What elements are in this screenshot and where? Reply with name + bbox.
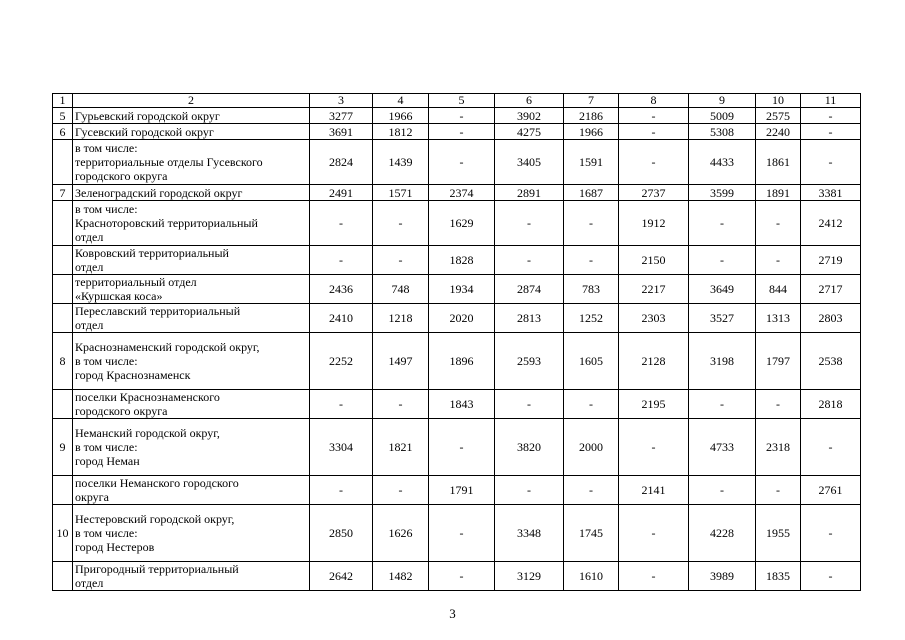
row-number: 7 xyxy=(53,185,73,201)
value-cell: - xyxy=(689,390,756,419)
value-cell: 1912 xyxy=(619,201,689,246)
value-cell: - xyxy=(373,390,429,419)
value-cell: 1791 xyxy=(429,476,495,505)
header-cell: 1 xyxy=(53,94,73,108)
row-number: 5 xyxy=(53,108,73,124)
value-cell: 2000 xyxy=(564,419,619,476)
value-cell: 2252 xyxy=(310,333,373,390)
value-cell: - xyxy=(801,140,861,185)
row-number xyxy=(53,201,73,246)
row-name: в том числе: территориальные отделы Гусевского городского округа xyxy=(73,140,310,185)
value-cell: 3277 xyxy=(310,108,373,124)
value-cell: - xyxy=(801,108,861,124)
value-cell: 1610 xyxy=(564,562,619,591)
header-cell: 5 xyxy=(429,94,495,108)
header-cell: 9 xyxy=(689,94,756,108)
table-row xyxy=(53,333,861,390)
value-cell: 2150 xyxy=(619,246,689,275)
row-name: в том числе: Красноторовский территориальный отдел xyxy=(73,201,310,246)
header-cell: 10 xyxy=(756,94,801,108)
value-cell: 2491 xyxy=(310,185,373,201)
value-cell: - xyxy=(310,201,373,246)
value-cell: - xyxy=(564,390,619,419)
value-cell: 2128 xyxy=(619,333,689,390)
row-name: Нестеровский городской округ, в том числе: город Нестеров xyxy=(73,505,310,562)
table-row xyxy=(53,419,861,476)
value-cell: - xyxy=(619,562,689,591)
value-cell: - xyxy=(619,505,689,562)
value-cell: 3649 xyxy=(689,275,756,304)
value-cell: 3599 xyxy=(689,185,756,201)
value-cell: 2217 xyxy=(619,275,689,304)
value-cell: - xyxy=(756,476,801,505)
value-cell: 3129 xyxy=(495,562,564,591)
header-cell: 6 xyxy=(495,94,564,108)
value-cell: 1745 xyxy=(564,505,619,562)
value-cell: 748 xyxy=(373,275,429,304)
value-cell: 1252 xyxy=(564,304,619,333)
row-name: Зеленоградский городской округ xyxy=(73,185,310,201)
value-cell: - xyxy=(495,201,564,246)
value-cell: - xyxy=(373,201,429,246)
table-row xyxy=(53,390,861,419)
value-cell: - xyxy=(429,505,495,562)
row-number: 10 xyxy=(53,505,73,562)
value-cell: 4433 xyxy=(689,140,756,185)
page-number: 3 xyxy=(449,606,456,621)
header-cell: 2 xyxy=(73,94,310,108)
value-cell: 2318 xyxy=(756,419,801,476)
row-name: Гурьевский городской округ xyxy=(73,108,310,124)
value-cell: 1629 xyxy=(429,201,495,246)
value-cell: - xyxy=(619,124,689,140)
value-cell: - xyxy=(564,246,619,275)
header-row xyxy=(53,94,861,108)
value-cell: 1966 xyxy=(564,124,619,140)
value-cell: - xyxy=(801,419,861,476)
row-name: Пригородный территориальный отдел xyxy=(73,562,310,591)
value-cell: 3902 xyxy=(495,108,564,124)
value-cell: - xyxy=(429,419,495,476)
value-cell: - xyxy=(429,140,495,185)
table-row xyxy=(53,185,861,201)
value-cell: - xyxy=(619,108,689,124)
row-name: поселки Неманского городского округа xyxy=(73,476,310,505)
value-cell: 3527 xyxy=(689,304,756,333)
value-cell: 2141 xyxy=(619,476,689,505)
value-cell: 2717 xyxy=(801,275,861,304)
value-cell: 844 xyxy=(756,275,801,304)
value-cell: - xyxy=(495,476,564,505)
value-cell: 3381 xyxy=(801,185,861,201)
row-name: Ковровский территориальный отдел xyxy=(73,246,310,275)
value-cell: 1482 xyxy=(373,562,429,591)
value-cell: 2195 xyxy=(619,390,689,419)
value-cell: 2824 xyxy=(310,140,373,185)
table-row xyxy=(53,108,861,124)
value-cell: 2850 xyxy=(310,505,373,562)
value-cell: - xyxy=(310,476,373,505)
value-cell: 3691 xyxy=(310,124,373,140)
table-row xyxy=(53,476,861,505)
value-cell: 3820 xyxy=(495,419,564,476)
value-cell: 2575 xyxy=(756,108,801,124)
value-cell: 1571 xyxy=(373,185,429,201)
value-cell: 1797 xyxy=(756,333,801,390)
statistics-table xyxy=(52,93,861,591)
value-cell: 1861 xyxy=(756,140,801,185)
header-cell: 8 xyxy=(619,94,689,108)
value-cell: - xyxy=(373,246,429,275)
header-cell: 7 xyxy=(564,94,619,108)
value-cell: 1812 xyxy=(373,124,429,140)
row-name: Гусевский городской округ xyxy=(73,124,310,140)
value-cell: 1966 xyxy=(373,108,429,124)
value-cell: 1843 xyxy=(429,390,495,419)
value-cell: 3198 xyxy=(689,333,756,390)
value-cell: 2737 xyxy=(619,185,689,201)
value-cell: - xyxy=(619,419,689,476)
value-cell: 1934 xyxy=(429,275,495,304)
row-number xyxy=(53,304,73,333)
value-cell: 2538 xyxy=(801,333,861,390)
value-cell: 1313 xyxy=(756,304,801,333)
value-cell: - xyxy=(429,108,495,124)
row-number: 6 xyxy=(53,124,73,140)
row-name: Неманский городской округ, в том числе: город Неман xyxy=(73,419,310,476)
value-cell: 1605 xyxy=(564,333,619,390)
value-cell: 2186 xyxy=(564,108,619,124)
value-cell: 2240 xyxy=(756,124,801,140)
value-cell: 1955 xyxy=(756,505,801,562)
value-cell: - xyxy=(310,390,373,419)
row-number xyxy=(53,246,73,275)
row-name: территориальный отдел «Куршская коса» xyxy=(73,275,310,304)
value-cell: 1896 xyxy=(429,333,495,390)
value-cell: 4228 xyxy=(689,505,756,562)
value-cell: 5308 xyxy=(689,124,756,140)
value-cell: 3405 xyxy=(495,140,564,185)
value-cell: 2303 xyxy=(619,304,689,333)
value-cell: 2642 xyxy=(310,562,373,591)
value-cell: 1591 xyxy=(564,140,619,185)
value-cell: 5009 xyxy=(689,108,756,124)
value-cell: 1439 xyxy=(373,140,429,185)
value-cell: 1828 xyxy=(429,246,495,275)
value-cell: 3304 xyxy=(310,419,373,476)
row-number xyxy=(53,390,73,419)
header-cell: 3 xyxy=(310,94,373,108)
table-row xyxy=(53,275,861,304)
value-cell: 2818 xyxy=(801,390,861,419)
value-cell: 1687 xyxy=(564,185,619,201)
value-cell: 783 xyxy=(564,275,619,304)
value-cell: 2803 xyxy=(801,304,861,333)
value-cell: 2891 xyxy=(495,185,564,201)
row-number xyxy=(53,275,73,304)
value-cell: 2412 xyxy=(801,201,861,246)
value-cell: - xyxy=(495,390,564,419)
value-cell: - xyxy=(619,140,689,185)
value-cell: 2410 xyxy=(310,304,373,333)
value-cell: - xyxy=(801,124,861,140)
row-number: 9 xyxy=(53,419,73,476)
table-row xyxy=(53,124,861,140)
value-cell: - xyxy=(689,201,756,246)
value-cell: 1626 xyxy=(373,505,429,562)
value-cell: 2813 xyxy=(495,304,564,333)
value-cell: - xyxy=(564,201,619,246)
value-cell: - xyxy=(756,246,801,275)
table-row xyxy=(53,140,861,185)
value-cell: 3989 xyxy=(689,562,756,591)
table-row xyxy=(53,505,861,562)
value-cell: - xyxy=(689,246,756,275)
value-cell: - xyxy=(310,246,373,275)
value-cell: - xyxy=(756,390,801,419)
value-cell: - xyxy=(756,201,801,246)
value-cell: 2874 xyxy=(495,275,564,304)
value-cell: 4733 xyxy=(689,419,756,476)
value-cell: - xyxy=(429,124,495,140)
value-cell: 2374 xyxy=(429,185,495,201)
value-cell: 2719 xyxy=(801,246,861,275)
value-cell: 1497 xyxy=(373,333,429,390)
header-cell: 4 xyxy=(373,94,429,108)
table-row xyxy=(53,304,861,333)
value-cell: 2761 xyxy=(801,476,861,505)
value-cell: 2436 xyxy=(310,275,373,304)
table-row xyxy=(53,246,861,275)
row-number xyxy=(53,562,73,591)
value-cell: 1835 xyxy=(756,562,801,591)
value-cell: - xyxy=(801,505,861,562)
value-cell: 4275 xyxy=(495,124,564,140)
value-cell: 2020 xyxy=(429,304,495,333)
value-cell: - xyxy=(429,562,495,591)
value-cell: - xyxy=(801,562,861,591)
value-cell: - xyxy=(564,476,619,505)
header-cell: 11 xyxy=(801,94,861,108)
row-name: поселки Краснознаменского городского округа xyxy=(73,390,310,419)
value-cell: - xyxy=(373,476,429,505)
value-cell: - xyxy=(495,246,564,275)
value-cell: 1821 xyxy=(373,419,429,476)
value-cell: 1891 xyxy=(756,185,801,201)
value-cell: 3348 xyxy=(495,505,564,562)
row-name: Переславский территориальный отдел xyxy=(73,304,310,333)
row-number xyxy=(53,476,73,505)
row-number: 8 xyxy=(53,333,73,390)
table-row xyxy=(53,562,861,591)
row-name: Краснознаменский городской округ, в том числе: город Краснознаменск xyxy=(73,333,310,390)
value-cell: 1218 xyxy=(373,304,429,333)
row-number xyxy=(53,140,73,185)
value-cell: 2593 xyxy=(495,333,564,390)
value-cell: - xyxy=(689,476,756,505)
table-row xyxy=(53,201,861,246)
